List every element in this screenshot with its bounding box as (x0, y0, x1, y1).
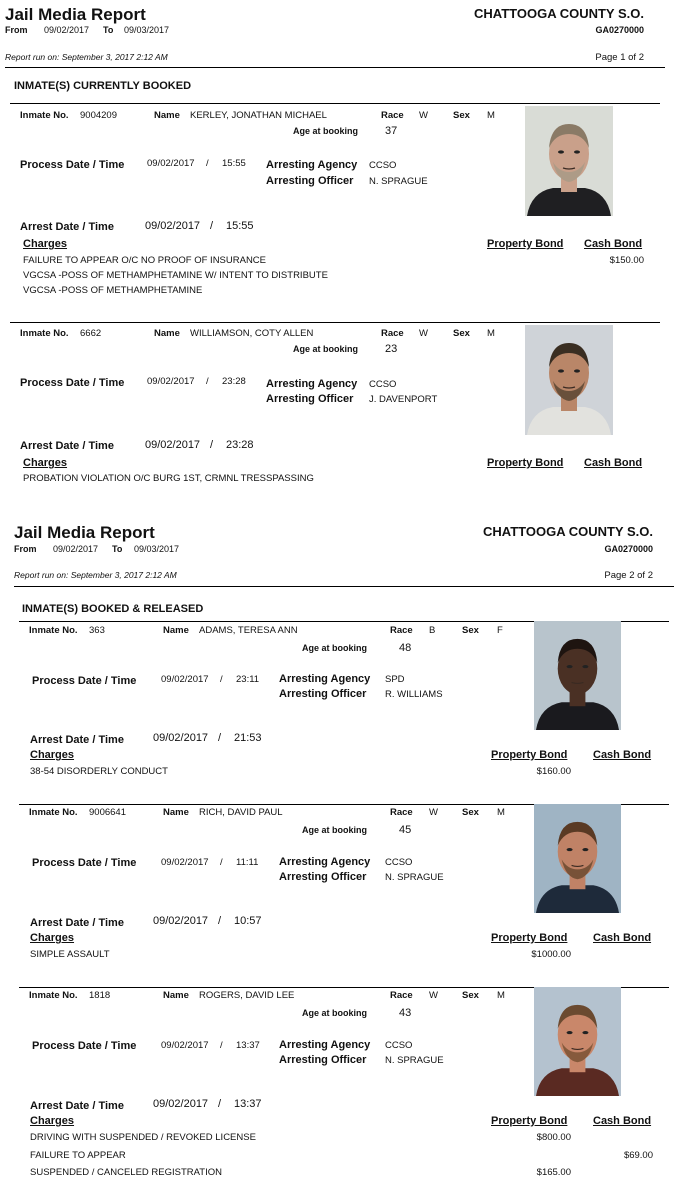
inmate-no: 9006641 (89, 807, 126, 818)
to-date: 09/03/2017 (134, 544, 180, 554)
race-label: Race (381, 110, 404, 121)
separator: / (210, 439, 214, 451)
report-run-on: Report run on: September 3, 2017 2:12 AM (5, 52, 168, 62)
separator: / (220, 857, 223, 868)
race-label: Race (390, 990, 413, 1001)
separator: / (218, 732, 222, 744)
inmate-name: ROGERS, DAVID LEE (199, 990, 295, 1001)
arrest-time: 21:53 (234, 732, 262, 744)
to-label: To (112, 544, 123, 554)
charges-label: Charges (30, 749, 75, 761)
property-bond-label: Property Bond (487, 238, 564, 250)
arrest-label: Arrest Date / Time (30, 917, 124, 929)
process-time: 15:55 (222, 158, 246, 169)
charge-text: FAILURE TO APPEAR (30, 1150, 126, 1161)
from-date: 09/02/2017 (44, 25, 90, 35)
arresting-officer-label: Arresting Officer (279, 871, 367, 883)
separator: / (220, 1040, 223, 1051)
section-heading: INMATE(S) BOOKED & RELEASED (22, 603, 204, 615)
arrest-time: 13:37 (234, 1098, 262, 1110)
arresting-officer: N. SPRAGUE (369, 176, 428, 187)
charge-text: SUSPENDED / CANCELED REGISTRATION (30, 1167, 222, 1178)
to-label: To (103, 25, 114, 35)
inmate-name: KERLEY, JONATHAN MICHAEL (190, 110, 327, 121)
inmate-name: RICH, DAVID PAUL (199, 807, 283, 818)
charges-label: Charges (23, 238, 68, 250)
process-date: 09/02/2017 (161, 1040, 209, 1051)
race-label: Race (381, 328, 404, 339)
arresting-agency-label: Arresting Agency (266, 378, 358, 390)
name-label: Name (163, 625, 189, 636)
arresting-officer: J. DAVENPORT (369, 394, 438, 405)
arrest-label: Arrest Date / Time (30, 734, 124, 746)
property-bond: $165.00 (536, 1167, 571, 1178)
property-bond-label: Property Bond (491, 932, 568, 944)
charges-label: Charges (23, 457, 68, 469)
cash-bond-label: Cash Bond (593, 749, 652, 761)
age-label: Age at booking (302, 825, 367, 835)
arrest-label: Arrest Date / Time (20, 221, 114, 233)
process-label: Process Date / Time (20, 159, 125, 171)
inmate-photo (525, 325, 613, 435)
sex-label: Sex (453, 110, 470, 121)
inmate-no-label: Inmate No. (29, 990, 78, 1001)
arrest-time: 23:28 (226, 439, 254, 451)
charges-label: Charges (30, 932, 75, 944)
separator: / (206, 158, 209, 169)
sex: F (497, 625, 503, 636)
arresting-officer-label: Arresting Officer (279, 1054, 367, 1066)
race-label: Race (390, 625, 413, 636)
age-label: Age at booking (302, 1008, 367, 1018)
arrest-date: 09/02/2017 (145, 439, 201, 451)
arrest-time: 10:57 (234, 915, 262, 927)
arresting-officer: N. SPRAGUE (385, 1055, 444, 1066)
name-label: Name (163, 807, 189, 818)
process-date: 09/02/2017 (147, 376, 195, 387)
cash-bond-label: Cash Bond (593, 1115, 652, 1127)
agency-name: CHATTOOGA COUNTY S.O. (483, 524, 653, 539)
process-label: Process Date / Time (32, 857, 137, 869)
arresting-agency: SPD (385, 674, 405, 685)
age: 23 (385, 343, 398, 355)
arresting-agency: CCSO (385, 1040, 413, 1051)
from-date: 09/02/2017 (53, 544, 99, 554)
ori-number: GA0270000 (604, 544, 653, 554)
process-time: 11:11 (236, 857, 259, 868)
arrest-date: 09/02/2017 (153, 915, 209, 927)
age: 48 (399, 642, 412, 654)
inmate-photo (534, 804, 621, 913)
race: W (419, 110, 428, 121)
from-label: From (14, 544, 37, 554)
inmate-photo (534, 987, 621, 1096)
separator: / (210, 220, 214, 232)
inmate-name: WILLIAMSON, COTY ALLEN (190, 328, 314, 339)
arresting-agency: CCSO (369, 160, 397, 171)
header-divider (5, 67, 665, 68)
charge-text: DRIVING WITH SUSPENDED / REVOKED LICENSE (30, 1132, 256, 1143)
sex-label: Sex (453, 328, 470, 339)
arresting-officer-label: Arresting Officer (266, 393, 354, 405)
agency-name: CHATTOOGA COUNTY S.O. (474, 6, 644, 21)
separator: / (218, 1098, 222, 1110)
process-date: 09/02/2017 (161, 857, 209, 868)
charge-text: SIMPLE ASSAULT (30, 949, 110, 960)
process-date: 09/02/2017 (161, 674, 209, 685)
inmate-no-label: Inmate No. (29, 807, 78, 818)
age: 37 (385, 125, 398, 137)
name-label: Name (154, 110, 180, 121)
arresting-agency: CCSO (385, 857, 413, 868)
report-title: Jail Media Report (5, 5, 146, 24)
sex: M (487, 110, 495, 121)
sex: M (487, 328, 495, 339)
arresting-officer: R. WILLIAMS (385, 689, 443, 700)
arresting-agency: CCSO (369, 379, 397, 390)
race: W (429, 807, 438, 818)
process-time: 13:37 (236, 1040, 260, 1051)
section-divider (10, 103, 660, 104)
cash-bond: $69.00 (623, 1150, 653, 1161)
process-date: 09/02/2017 (147, 158, 195, 169)
inmate-name: ADAMS, TERESA ANN (199, 625, 298, 636)
property-bond-label: Property Bond (491, 1115, 568, 1127)
arrest-date: 09/02/2017 (153, 732, 209, 744)
charge-text: VGCSA -POSS OF METHAMPHETAMINE (23, 285, 203, 296)
property-bond-label: Property Bond (487, 457, 564, 469)
arrest-label: Arrest Date / Time (20, 440, 114, 452)
process-label: Process Date / Time (32, 1040, 137, 1052)
cash-bond: $150.00 (609, 255, 644, 266)
cash-bond-label: Cash Bond (584, 238, 643, 250)
inmate-no-label: Inmate No. (20, 328, 69, 339)
inmate-photo (525, 106, 613, 216)
record-divider (10, 322, 660, 323)
process-time: 23:28 (222, 376, 246, 387)
separator: / (206, 376, 209, 387)
inmate-no: 9004209 (80, 110, 117, 121)
sex-label: Sex (462, 807, 479, 818)
arrest-time: 15:55 (226, 220, 254, 232)
arresting-agency-label: Arresting Agency (266, 159, 358, 171)
process-label: Process Date / Time (32, 675, 137, 687)
arrest-date: 09/02/2017 (153, 1098, 209, 1110)
arresting-agency-label: Arresting Agency (279, 856, 371, 868)
race: W (429, 990, 438, 1001)
age-label: Age at booking (302, 643, 367, 653)
race: B (429, 625, 436, 636)
property-bond: $800.00 (536, 1132, 571, 1143)
arrest-date: 09/02/2017 (145, 220, 201, 232)
sex: M (497, 807, 505, 818)
race: W (419, 328, 428, 339)
arresting-agency-label: Arresting Agency (279, 1039, 371, 1051)
page-number: Page 2 of 2 (604, 570, 653, 581)
inmate-no-label: Inmate No. (20, 110, 69, 121)
sex-label: Sex (462, 625, 479, 636)
ori-number: GA0270000 (595, 25, 644, 35)
sex-label: Sex (462, 990, 479, 1001)
separator: / (220, 674, 223, 685)
age: 45 (399, 824, 412, 836)
name-label: Name (163, 990, 189, 1001)
inmate-no: 363 (89, 625, 105, 636)
inmate-no: 1818 (89, 990, 111, 1001)
race-label: Race (390, 807, 413, 818)
property-bond: $160.00 (536, 766, 571, 777)
charge-text: FAILURE TO APPEAR O/C NO PROOF OF INSURANCE (23, 255, 267, 266)
sex: M (497, 990, 505, 1001)
cash-bond-label: Cash Bond (584, 457, 643, 469)
cash-bond-label: Cash Bond (593, 932, 652, 944)
report-run-on: Report run on: September 3, 2017 2:12 AM (14, 570, 177, 580)
process-time: 23:11 (236, 674, 260, 685)
to-date: 09/03/2017 (124, 25, 170, 35)
inmate-no-label: Inmate No. (29, 625, 78, 636)
charge-text: VGCSA -POSS OF METHAMPHETAMINE W/ INTENT TO DISTRIBUTE (23, 270, 328, 281)
property-bond-label: Property Bond (491, 749, 568, 761)
arresting-officer: N. SPRAGUE (385, 872, 444, 883)
age-label: Age at booking (293, 126, 358, 136)
arrest-label: Arrest Date / Time (30, 1100, 124, 1112)
age: 43 (399, 1007, 412, 1019)
charges-label: Charges (30, 1115, 75, 1127)
inmate-photo (534, 621, 621, 730)
header-divider (14, 586, 674, 587)
arresting-officer-label: Arresting Officer (266, 175, 354, 187)
charge-text: PROBATION VIOLATION O/C BURG 1ST, CRMNL TRESSPASSING (23, 473, 314, 484)
charge-text: 38-54 DISORDERLY CONDUCT (30, 766, 168, 777)
arresting-agency-label: Arresting Agency (279, 673, 371, 685)
from-label: From (5, 25, 28, 35)
page-number: Page 1 of 2 (595, 52, 644, 63)
arresting-officer-label: Arresting Officer (279, 688, 367, 700)
report-title: Jail Media Report (14, 523, 155, 542)
name-label: Name (154, 328, 180, 339)
separator: / (218, 915, 222, 927)
age-label: Age at booking (293, 344, 358, 354)
inmate-no: 6662 (80, 328, 102, 339)
section-heading: INMATE(S) CURRENTLY BOOKED (14, 80, 192, 92)
process-label: Process Date / Time (20, 377, 125, 389)
property-bond: $1000.00 (531, 949, 571, 960)
